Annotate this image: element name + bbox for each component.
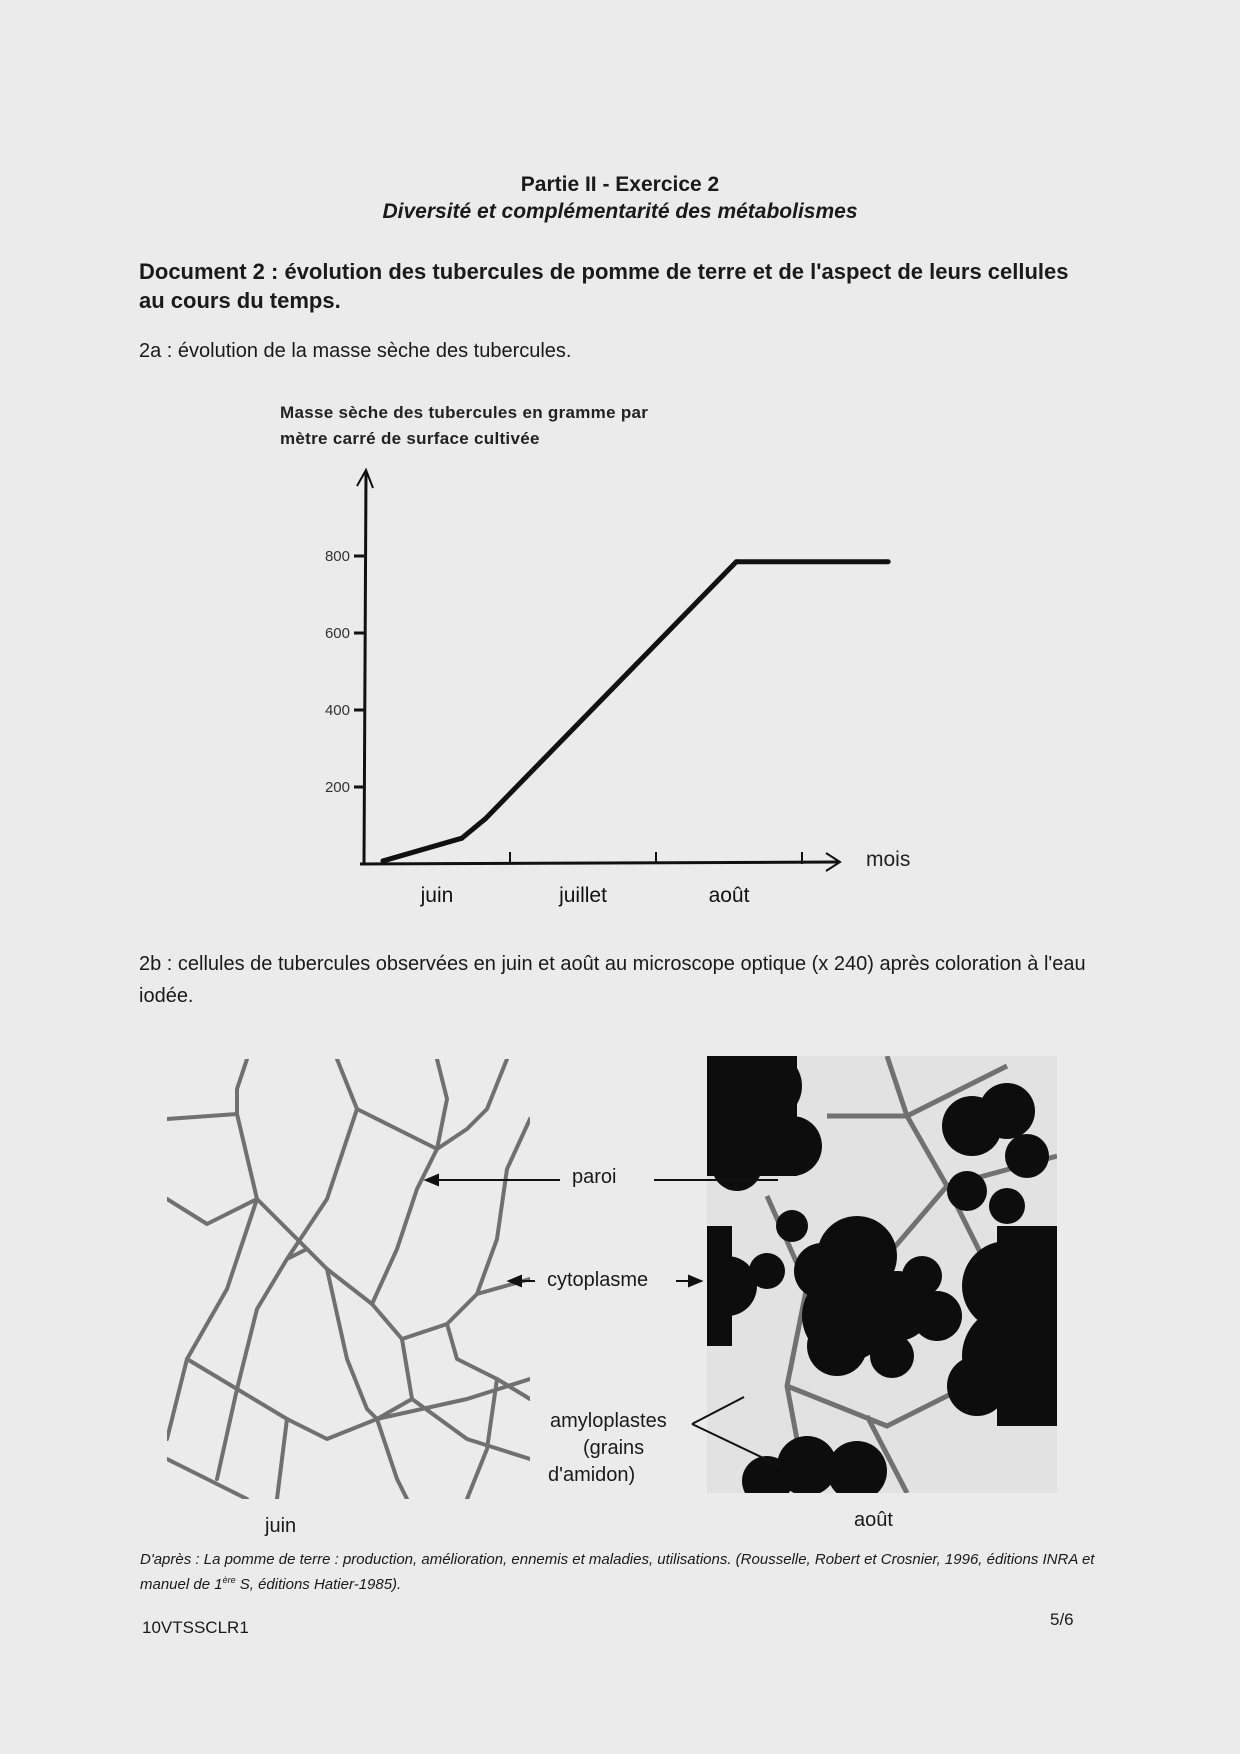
caption-sup: ère: [222, 1575, 236, 1585]
y-tick-label: 800: [324, 548, 350, 565]
y-tick-label: 400: [324, 702, 350, 719]
caption-text: (Rousselle, Robert et Crosnier, 1996, éditions INRA et manuel de 1: [140, 1551, 1095, 1593]
series-line: [383, 562, 888, 861]
label-cytoplasme: cytoplasme: [547, 1269, 649, 1291]
exercise-subtitle: Diversité et complémentarité des métabolismes: [382, 200, 858, 223]
august-label: août: [854, 1509, 893, 1531]
y-axis: [364, 472, 366, 864]
y-tick-label: 600: [324, 625, 350, 642]
x-axis-label: mois: [866, 848, 911, 871]
part-b-label: 2b : cellules de tubercules observées en juin et août au microscope optique (x 240) après coloration à l'eau iodée.: [139, 953, 1086, 1007]
x-tick-label: juin: [420, 884, 454, 907]
label-amyloplastes: amyloplastes: [550, 1410, 667, 1432]
x-tick-label: août: [708, 884, 750, 907]
page-number: 5/6: [1050, 1610, 1074, 1629]
caption-text-end: S, éditions Hatier-1985).: [235, 1576, 402, 1593]
chart-marks: [380, 559, 890, 863]
chart-title-line1: Masse sèche des tubercules en gramme par: [280, 403, 649, 422]
y-tick-label: 200: [324, 779, 350, 796]
part-a-label: 2a : évolution de la masse sèche des tubercules.: [139, 340, 572, 362]
label-amidon: d'amidon): [548, 1464, 636, 1486]
data-point: [886, 559, 891, 564]
x-tick-label: juillet: [559, 884, 607, 907]
data-point: [380, 858, 385, 863]
data-point: [734, 559, 739, 564]
document-heading: Document 2 : évolution des tubercules de pomme de terre et de l'aspect de leurs cellules au cours du temps.: [139, 259, 1069, 313]
caption-prefix: D'après :: [140, 1551, 204, 1568]
data-point: [459, 836, 464, 841]
june-label: juin: [265, 1515, 297, 1537]
source-caption: [140, 1550, 1100, 1595]
document-code: 10VTSSCLR1: [142, 1618, 249, 1637]
data-point: [483, 816, 488, 821]
label-grains: (grains: [583, 1437, 645, 1459]
chart-axes: [325, 470, 910, 907]
exercise-title: Partie II - Exercice 2: [520, 173, 720, 196]
chart-title-line2: mètre carré de surface cultivée: [280, 429, 540, 448]
label-paroi: paroi: [572, 1166, 617, 1188]
x-axis: [360, 862, 838, 864]
caption-title: La pomme de terre : production, amélioration, ennemis et maladies, utilisations.: [203, 1551, 732, 1568]
